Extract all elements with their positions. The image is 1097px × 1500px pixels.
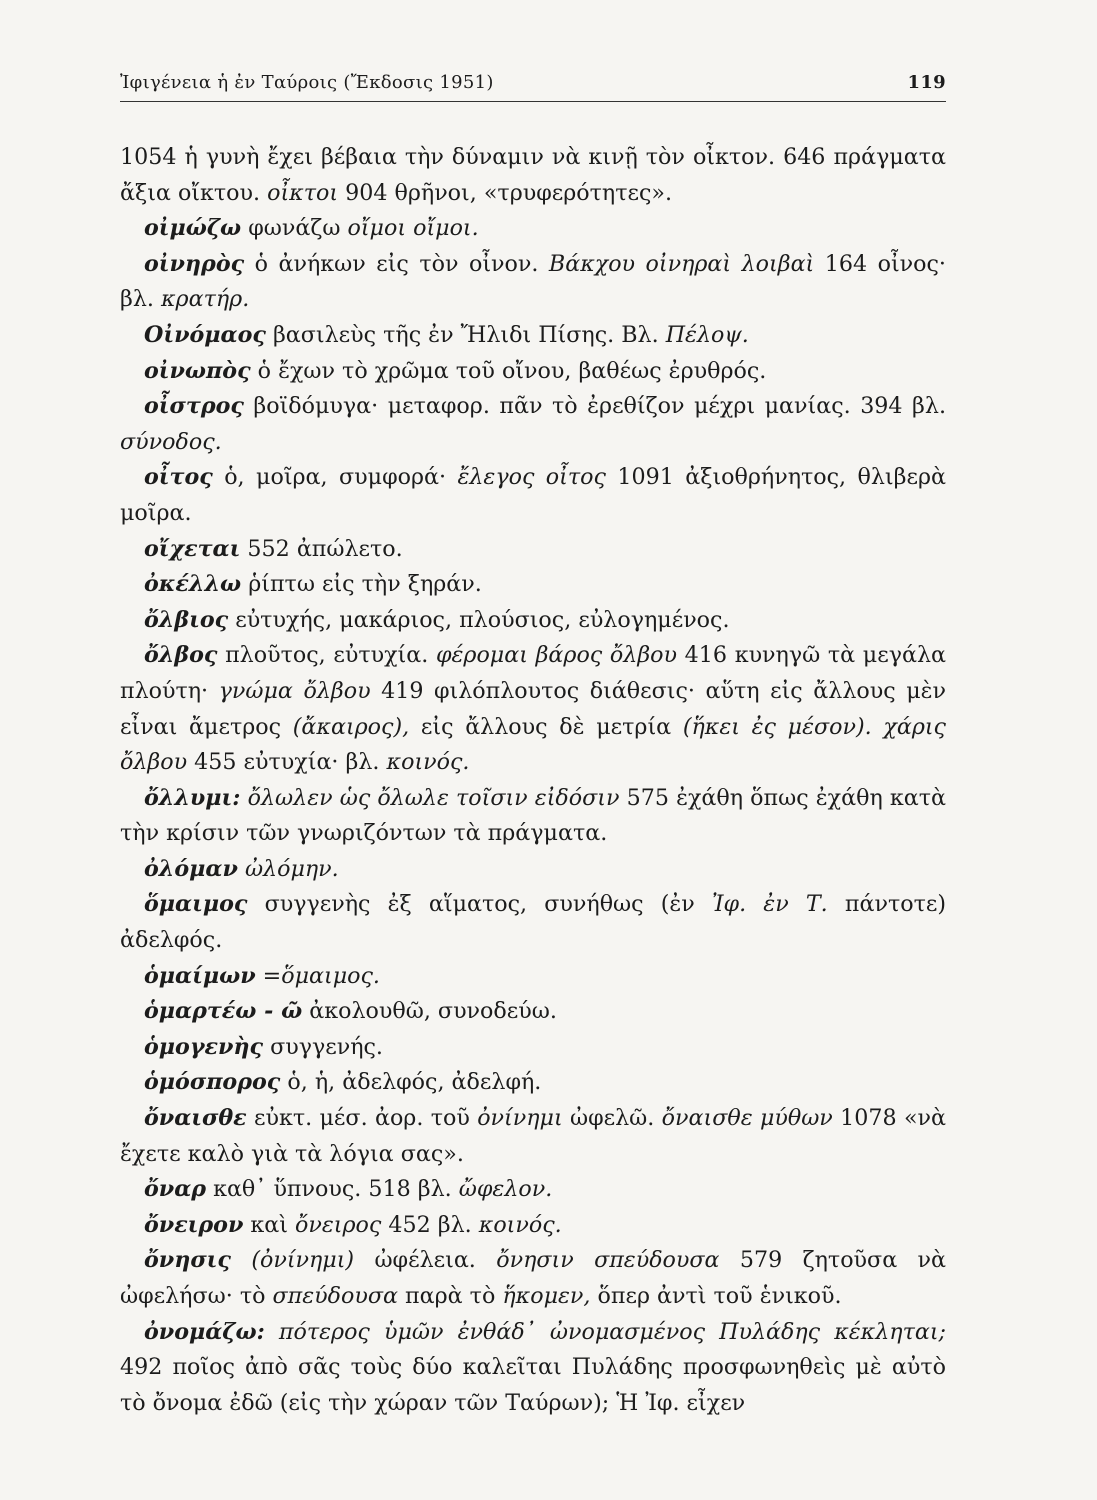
entry-text: εὐκτ. μέσ. ἀορ. τοῦ	[246, 1105, 478, 1132]
italic-text: ἔλεγος οἶτος	[457, 464, 606, 491]
header-rule	[120, 101, 946, 102]
page-number: 119	[907, 72, 946, 93]
italic-text: σπεύδουσα	[272, 1283, 398, 1309]
entry-olbos	[120, 638, 946, 780]
italic-text: ὄναισθε μύθων	[661, 1105, 833, 1132]
italic-text: οἶκτοι	[267, 179, 339, 206]
entry-text: 164 οἶνος· βλ.	[120, 250, 946, 313]
entry-text: καθ᾽ ὕπνους. 518 βλ.	[206, 1176, 459, 1203]
italic-text: ὠλόμην.	[244, 855, 339, 882]
headword: ὄλλυμι:	[144, 784, 241, 811]
entry-text: 419 φιλόπλουτος διάθεσις· αὕτη εἰς ἄλλους μὲν εἶναι ἄμετρος	[120, 677, 947, 740]
entry-text: 1078 «νὰ ἔχετε καλὸ γιὰ τὰ λόγια σας».	[120, 1105, 946, 1167]
headword: οἰνωπὸς	[144, 357, 251, 384]
entry-omosporos	[120, 1065, 946, 1101]
entry-text: 452 βλ.	[381, 1211, 479, 1238]
headword: ὁμαρτέω - ῶ	[144, 998, 303, 1025]
entry-text	[238, 856, 245, 882]
headword: ὄλβιος	[144, 606, 229, 633]
headword: ὁμόσπορος	[144, 1069, 281, 1096]
headword: ὀλόμαν	[144, 855, 238, 882]
italic-text: φέρομαι βάρος ὄλβου	[435, 642, 677, 669]
italic-text: (ἥκει ἐς μέσον). χάρις ὄλβου	[120, 713, 946, 776]
headword: ὀνομάζω:	[144, 1318, 265, 1345]
headword: ὄνειρον	[144, 1211, 244, 1238]
italic-text: σύνοδος.	[120, 428, 222, 455]
headword: ὅμαιμος	[144, 891, 248, 918]
entry-text	[231, 1247, 251, 1273]
italic-text: γνώμα ὄλβου	[218, 677, 371, 704]
italic-text: Ἰφ. ἐν Τ.	[711, 891, 828, 918]
italic-text: (ὀνίνημι)	[251, 1247, 355, 1274]
headword: ὄλβος	[144, 642, 218, 669]
headword: ὀκέλλω	[144, 571, 242, 598]
italic-text: ὄνειρος	[295, 1211, 382, 1238]
italic-text: οἴμοι οἴμοι.	[347, 215, 479, 242]
headword: ὄναισθε	[144, 1105, 247, 1132]
italic-text: Πέλοψ.	[665, 321, 749, 348]
entry-text: 416 κυνηγῶ τὰ μεγάλα πλούτη·	[120, 642, 946, 704]
entry-text	[240, 785, 247, 811]
headword: ὁμογενὴς	[144, 1033, 264, 1060]
entry-cont	[120, 140, 946, 211]
entry-text: βοϊδόμυγα· μεταφορ. πᾶν τὸ ἐρεθίζον μέχρι μανίας. 394 βλ.	[243, 393, 946, 420]
entry-oinomaos	[120, 318, 946, 354]
entry-text: 492 ποῖος ἀπὸ σᾶς τοὺς δύο καλεῖται Πυλάδης προσφωνηθεὶς μὲ αὐτὸ τὸ ὄνομα ἐδῶ (εἰς τὴν χώραν τῶν Ταύρων); Ἡ Ἰφ. εἶχεν	[120, 1354, 946, 1416]
entry-text: πλοῦτος, εὐτυχία.	[217, 642, 436, 669]
entry-okello	[120, 567, 946, 603]
entry-text: 579 ζητοῦσα νὰ ὠφελήσω· τὸ	[120, 1247, 947, 1309]
entry-omaimos	[120, 887, 946, 958]
entry-text: ὁ ἔχων τὸ χρῶμα τοῦ οἴνου, βαθέως ἐρυθρός.	[250, 357, 767, 384]
entry-text: ὠφελῶ.	[562, 1105, 662, 1132]
entry-text: πάντοτε) ἀδελφός.	[120, 891, 947, 954]
headword: ὄναρ	[144, 1176, 207, 1203]
entry-oistros	[120, 389, 946, 460]
italic-text: ὤφελον.	[458, 1176, 553, 1203]
entry-text: φωνάζω	[241, 215, 348, 242]
entry-omogenes	[120, 1030, 946, 1066]
entry-oimozo	[120, 211, 946, 247]
entry-oloman	[120, 852, 946, 888]
italic-text: κοινός.	[386, 749, 470, 776]
headword: οἶστρος	[144, 393, 244, 420]
entry-omaimon	[120, 959, 946, 995]
headword: οἰμώζω	[144, 215, 242, 242]
entry-text: ὅπερ ἀντὶ τοῦ ἑνικοῦ.	[590, 1283, 842, 1309]
entry-text: ὁ, μοῖρα, συμφορά·	[212, 464, 458, 491]
entry-text: 575 ἐχάθη ὅπως ἐχάθη κατὰ τὴν κρίσιν τῶν γνωριζόντων τὰ πράγματα.	[120, 784, 947, 847]
italic-text: ὅμαιμος.	[281, 962, 380, 989]
entry-onaisthe	[120, 1101, 946, 1172]
entry-text: παρὰ τὸ	[397, 1283, 503, 1309]
entry-text: 455 εὐτυχία· βλ.	[187, 749, 387, 776]
headword: οἴχεται	[144, 535, 241, 562]
headword: Οἰνόμαος	[144, 321, 266, 348]
italic-text: ὀνίνημι	[477, 1105, 563, 1132]
headword: ὁμαίμων	[144, 962, 256, 989]
italic-text: κρατήρ.	[161, 286, 250, 313]
entry-text: ἀκολουθῶ, συνοδεύω.	[302, 998, 557, 1025]
glossary-body	[120, 140, 946, 1421]
entry-text: ὠφέλεια.	[354, 1247, 497, 1274]
entry-text: ὁ, ἡ, ἀδελφός, ἀδελφή.	[280, 1069, 542, 1096]
entry-text: ῥίπτω εἰς τὴν ξηράν.	[241, 571, 482, 598]
italic-text: πότερος ὑμῶν ἐνθάδ᾽ ὠνομασμένος Πυλάδης κέκληται;	[278, 1318, 946, 1345]
entry-text: 1054 ἡ γυνὴ ἔχει βέβαια τὴν δύναμιν νὰ κινῇ τὸν οἶκτον. 646 πράγματα ἄξια οἴκτου.	[120, 144, 946, 206]
italic-text: ὄλωλεν ὡς ὄλωλε τοῖσιν εἰδόσιν	[247, 784, 620, 811]
entry-oichetai	[120, 532, 946, 568]
entry-text: εἰς ἄλλους δὲ μετρία	[409, 713, 683, 740]
italic-text: (ἄκαιρος),	[292, 713, 410, 740]
entry-ollymi	[120, 781, 946, 852]
entry-olbios	[120, 603, 946, 639]
running-header	[120, 72, 946, 96]
entry-text: συγγενής.	[263, 1033, 383, 1060]
entry-onar	[120, 1172, 946, 1208]
entry-oineros	[120, 247, 946, 318]
italic-text: ἥκομεν,	[502, 1283, 591, 1309]
entry-text: βασιλεὺς τῆς ἐν Ἤλιδι Πίσης. Βλ.	[265, 321, 666, 348]
entry-text: καὶ	[243, 1211, 296, 1238]
entry-oinopos	[120, 354, 946, 390]
running-title: Ἰφιγένεια ἡ ἐν Ταύροις (Ἔκδοσις 1951)	[120, 72, 494, 93]
entry-onesis	[120, 1243, 946, 1314]
entry-text: ὁ ἀνήκων εἰς τὸν οἶνον.	[244, 250, 549, 277]
entry-text: 552 ἀπώλετο.	[240, 535, 403, 562]
entry-onomazo	[120, 1315, 946, 1422]
italic-text: ὄνησιν σπεύδουσα	[496, 1247, 720, 1274]
entry-text: =	[255, 962, 282, 989]
entry-text	[265, 1319, 279, 1345]
entry-text: εὐτυχής, μακάριος, πλούσιος, εὐλογημένος.	[228, 606, 730, 633]
entry-text: 904 θρῆνοι, «τρυφερότητες».	[338, 179, 673, 206]
entry-omarteo	[120, 994, 946, 1030]
entry-oneiron	[120, 1208, 946, 1244]
headword: οἰνηρὸς	[144, 250, 245, 277]
headword: ὄνησις	[144, 1247, 231, 1274]
italic-text: κοινός.	[478, 1211, 562, 1238]
entry-oitos	[120, 460, 946, 531]
entry-text: συγγενὴς ἐξ αἵματος, συνήθως (ἐν	[247, 891, 712, 918]
entry-text: 1091 ἀξιοθρήνητος, θλιβερὰ μοῖρα.	[120, 464, 946, 526]
italic-text: Βάκχου οἰνηραὶ λοιβαὶ	[548, 250, 815, 277]
headword: οἶτος	[144, 464, 213, 491]
